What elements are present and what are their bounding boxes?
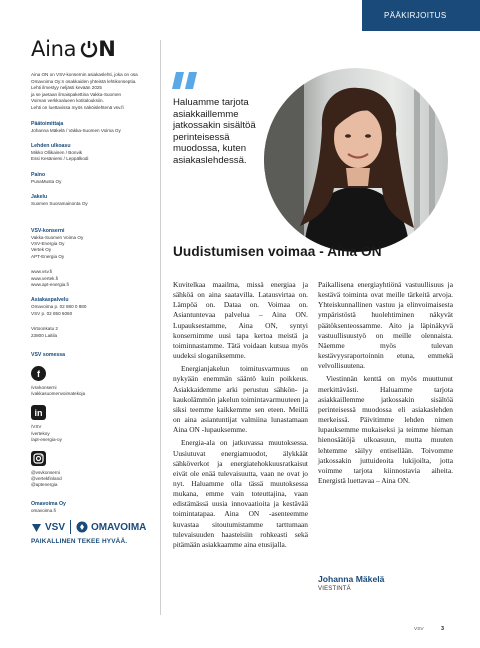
social-title: VSV somessa bbox=[31, 352, 66, 359]
omavoima-logo-text: OMAVOIMA bbox=[91, 521, 147, 533]
group-title: VSV-konserni bbox=[31, 227, 65, 234]
production-line: Essi Kesäniemi / Leppälkodi bbox=[31, 156, 89, 162]
social-handle[interactable]: /vertekoy bbox=[31, 430, 50, 436]
distribution-line: Suomen Suoramainonta Oy bbox=[31, 201, 88, 207]
production-title: Lehden ulkoasu bbox=[31, 142, 71, 149]
brand-tagline: PAIKALLINEN TEKEE HYVÄÄ. bbox=[31, 538, 128, 546]
power-icon bbox=[80, 40, 98, 58]
social-handle[interactable]: @aptenergia bbox=[31, 482, 58, 488]
omavoima-logo bbox=[76, 521, 146, 533]
social-handle[interactable]: /vakkasuomenvoimatekoja bbox=[31, 391, 86, 397]
vsv-logo-text: VSV bbox=[45, 521, 66, 533]
production-line: Mikko Ollikainen / Bonvik bbox=[31, 149, 83, 155]
article-paragraph: Viestinnän kenttä on myös muuttunut merkittävästi. Haluamme tarjota asiakkaillemme jatkossakin sisältöä perinteisessä muodossa eli asiakaslehden merkeissä. Päivitimme lehden nimen lupauksemme mukaiseksi ja teimme hieman hienosäätöjä ulkoasuun, mutta muuten lehtemme säilyy entisellään. Toivomme jatkossakin juttuideoita lukijoilta, jotta voimme tarjota kiinnostavia aiheita. Energistä luettavaa – Aina ON. bbox=[318, 374, 453, 485]
brand-divider bbox=[70, 520, 71, 534]
editor-title: Päätoimittaja bbox=[31, 120, 64, 127]
service-line: Omavoima p. 02 880 0 880 bbox=[31, 304, 87, 310]
footer-magazine: VSV bbox=[414, 627, 424, 632]
section-tag-label: PÄÄKIRJOITUS bbox=[384, 11, 447, 20]
linkedin-icon[interactable]: in bbox=[31, 405, 46, 420]
web-block bbox=[31, 269, 157, 288]
omavoima-logo-icon bbox=[76, 521, 88, 533]
service-block bbox=[31, 297, 157, 317]
vsv-logo-icon bbox=[31, 522, 42, 533]
group-line: Vakka-Suomen Voima Oy bbox=[31, 234, 84, 240]
social-handle[interactable]: @vsvkonserni bbox=[31, 470, 60, 476]
instagram-icon[interactable] bbox=[31, 451, 46, 466]
editor-block bbox=[31, 121, 157, 134]
article-headline: Uudistumisen voimaa - Aina ON bbox=[173, 244, 382, 259]
print-title: Paino bbox=[31, 171, 46, 178]
page-number: 3 bbox=[441, 626, 444, 632]
facebook-icon[interactable]: f bbox=[31, 366, 46, 381]
address-line: Virtoonkatu 2 bbox=[31, 326, 58, 332]
brand-logos bbox=[31, 520, 157, 534]
group-line: APT-Energia Oy bbox=[31, 253, 65, 259]
article-paragraph: Energianjakelun toimitusvarmuus on nykyään enemmän sääntö kuin poikkeus. Asiakkaidemme arki perustuu sähkön- ja kaukolämmön jakelun toimintavarmuuteen ja siksi teemme kaikkemme sen eteen. Meillä on aina asiantuntijat valmiina lunastamaan Aina ON -lupauksemme. bbox=[173, 364, 308, 435]
production-block bbox=[31, 143, 157, 163]
article-paragraph: Kuvitelkaa maailma, missä energiaa ja sähköä on aina saatavilla. Latausvirtaa on. Lämpöä on. Dataa on. Voimaa on. Asiantuntevaa palvelua – Aina ON. Lupauksestamme, Aina ON, syntyi konsernimme uusi tapa kertoa meistä ja toiminnastamme. Tätä voidaan kutsua myös uudeksi sloganiksemme. bbox=[173, 280, 308, 361]
web-link[interactable]: www.vertek.fi bbox=[31, 275, 59, 281]
article-column-2 bbox=[318, 280, 453, 489]
distribution-title: Jakelu bbox=[31, 194, 48, 201]
social-handle[interactable]: /apt-energia-oy bbox=[31, 436, 62, 442]
author-portrait bbox=[264, 68, 448, 252]
social-handle[interactable]: @vertekfinland bbox=[31, 476, 62, 482]
author-role: VIESTINTÄ bbox=[318, 586, 351, 592]
group-block bbox=[31, 228, 157, 261]
quote-icon bbox=[172, 72, 200, 90]
author-name: Johanna Mäkelä bbox=[318, 574, 385, 584]
group-line: VSV-Energia Oy bbox=[31, 241, 65, 246]
logo-brand-n: N bbox=[98, 37, 116, 61]
intro-line: Aina ON on VSV-konsernin asiakaslehti, joka on osa bbox=[31, 72, 138, 77]
aina-on-logo bbox=[31, 36, 157, 62]
pull-quote: Haluamme tarjota asiakkaillemme jatkossakin sisältöä perinteisessä muodossa, kuten asiakaslehdessä. bbox=[173, 97, 256, 166]
column-divider bbox=[160, 40, 161, 615]
distribution-block bbox=[31, 194, 157, 207]
service-title: Asiakaspalvelu bbox=[31, 297, 69, 304]
intro-line: Omavoima Oy:n osakkaiden yhteistä lehtikonseptia. bbox=[31, 78, 137, 84]
omavoima-title: Omavoima Oy bbox=[31, 500, 66, 507]
article-paragraph: Paikallisena energiayhtiönä vastuullisuus ja kestävä toiminta ovat meille tärkeitä arvoja. Yhteiskunnallinen vastuu ja elinvoimaisesta ympäristöstä huolehtiminen näkyvät päätöksenteossamme. Aito ja läpinäkyvä vastuullisuustyö on meille olennaista. Näemme myös tulevan kestävyysraportoinnin etuna, emmekä velvollisuutena. bbox=[318, 280, 453, 371]
article-paragraph: Energia-ala on jatkuvassa muutoksessa. Uusiutuvat energiamuodot, älykkäät sähköverkot ja energiatehokkuusratkaisut eivät ole enää tulevaisuutta, vaan ne ovat jo nyt. Haluamme olla tässä muutoksessa mukana, emme vain toteuttajina, vaan edistämässä uusia innovaatioita ja kestävää toimintatapaa. Aina ON -asenteemme kuvastaa sitoutumistamme tarttumaan tulevaisuuden haasteisiin rohkeasti sekä pitämään asiakkaamme aina etusijalla. bbox=[173, 438, 308, 549]
web-link[interactable]: www.vsv.fi bbox=[31, 269, 53, 275]
linkedin-block bbox=[31, 405, 157, 443]
address-block bbox=[31, 326, 157, 339]
service-line: VSV p. 02 850 6060 bbox=[31, 310, 73, 316]
masthead-intro bbox=[31, 72, 157, 112]
intro-line: Lehti ilmestyy neljästi kevään 2025 bbox=[31, 85, 102, 91]
linkedin-handles bbox=[31, 424, 157, 443]
intro-line: Lehti on luettavissa myös näköislehtenä vsv.fi bbox=[31, 104, 124, 110]
masthead-sidebar bbox=[31, 36, 157, 545]
web-link[interactable]: www.apt-energia.fi bbox=[31, 282, 69, 288]
section-tag bbox=[362, 0, 480, 31]
social-handle[interactable]: /VSV bbox=[31, 424, 42, 430]
omavoima-link[interactable]: omavoima.fi bbox=[31, 507, 56, 513]
intro-line: ja se jaetaan ilmaispakettina Vakka-Suomen bbox=[31, 91, 122, 97]
print-block bbox=[31, 172, 157, 185]
instagram-block bbox=[31, 451, 157, 489]
vsv-logo bbox=[31, 522, 65, 533]
logo-word: Aina bbox=[31, 37, 77, 61]
facebook-handles bbox=[31, 385, 157, 397]
instagram-handles bbox=[31, 470, 157, 489]
group-line: Vertek Oy bbox=[31, 247, 52, 253]
intro-line: Voiman verkkoalueen kotitalouksiin. bbox=[31, 98, 104, 104]
social-handle[interactable]: /vsvkonserni bbox=[31, 385, 57, 391]
print-line: PunaMusta Oy bbox=[31, 178, 62, 184]
editor-name: Johanna Mäkelä / Vakka-Suomen Voima Oy bbox=[31, 127, 121, 133]
article-column-1 bbox=[173, 280, 308, 553]
omavoima-block bbox=[31, 501, 157, 514]
facebook-block bbox=[31, 366, 157, 397]
address-line: 23800 Laitila bbox=[31, 332, 58, 338]
